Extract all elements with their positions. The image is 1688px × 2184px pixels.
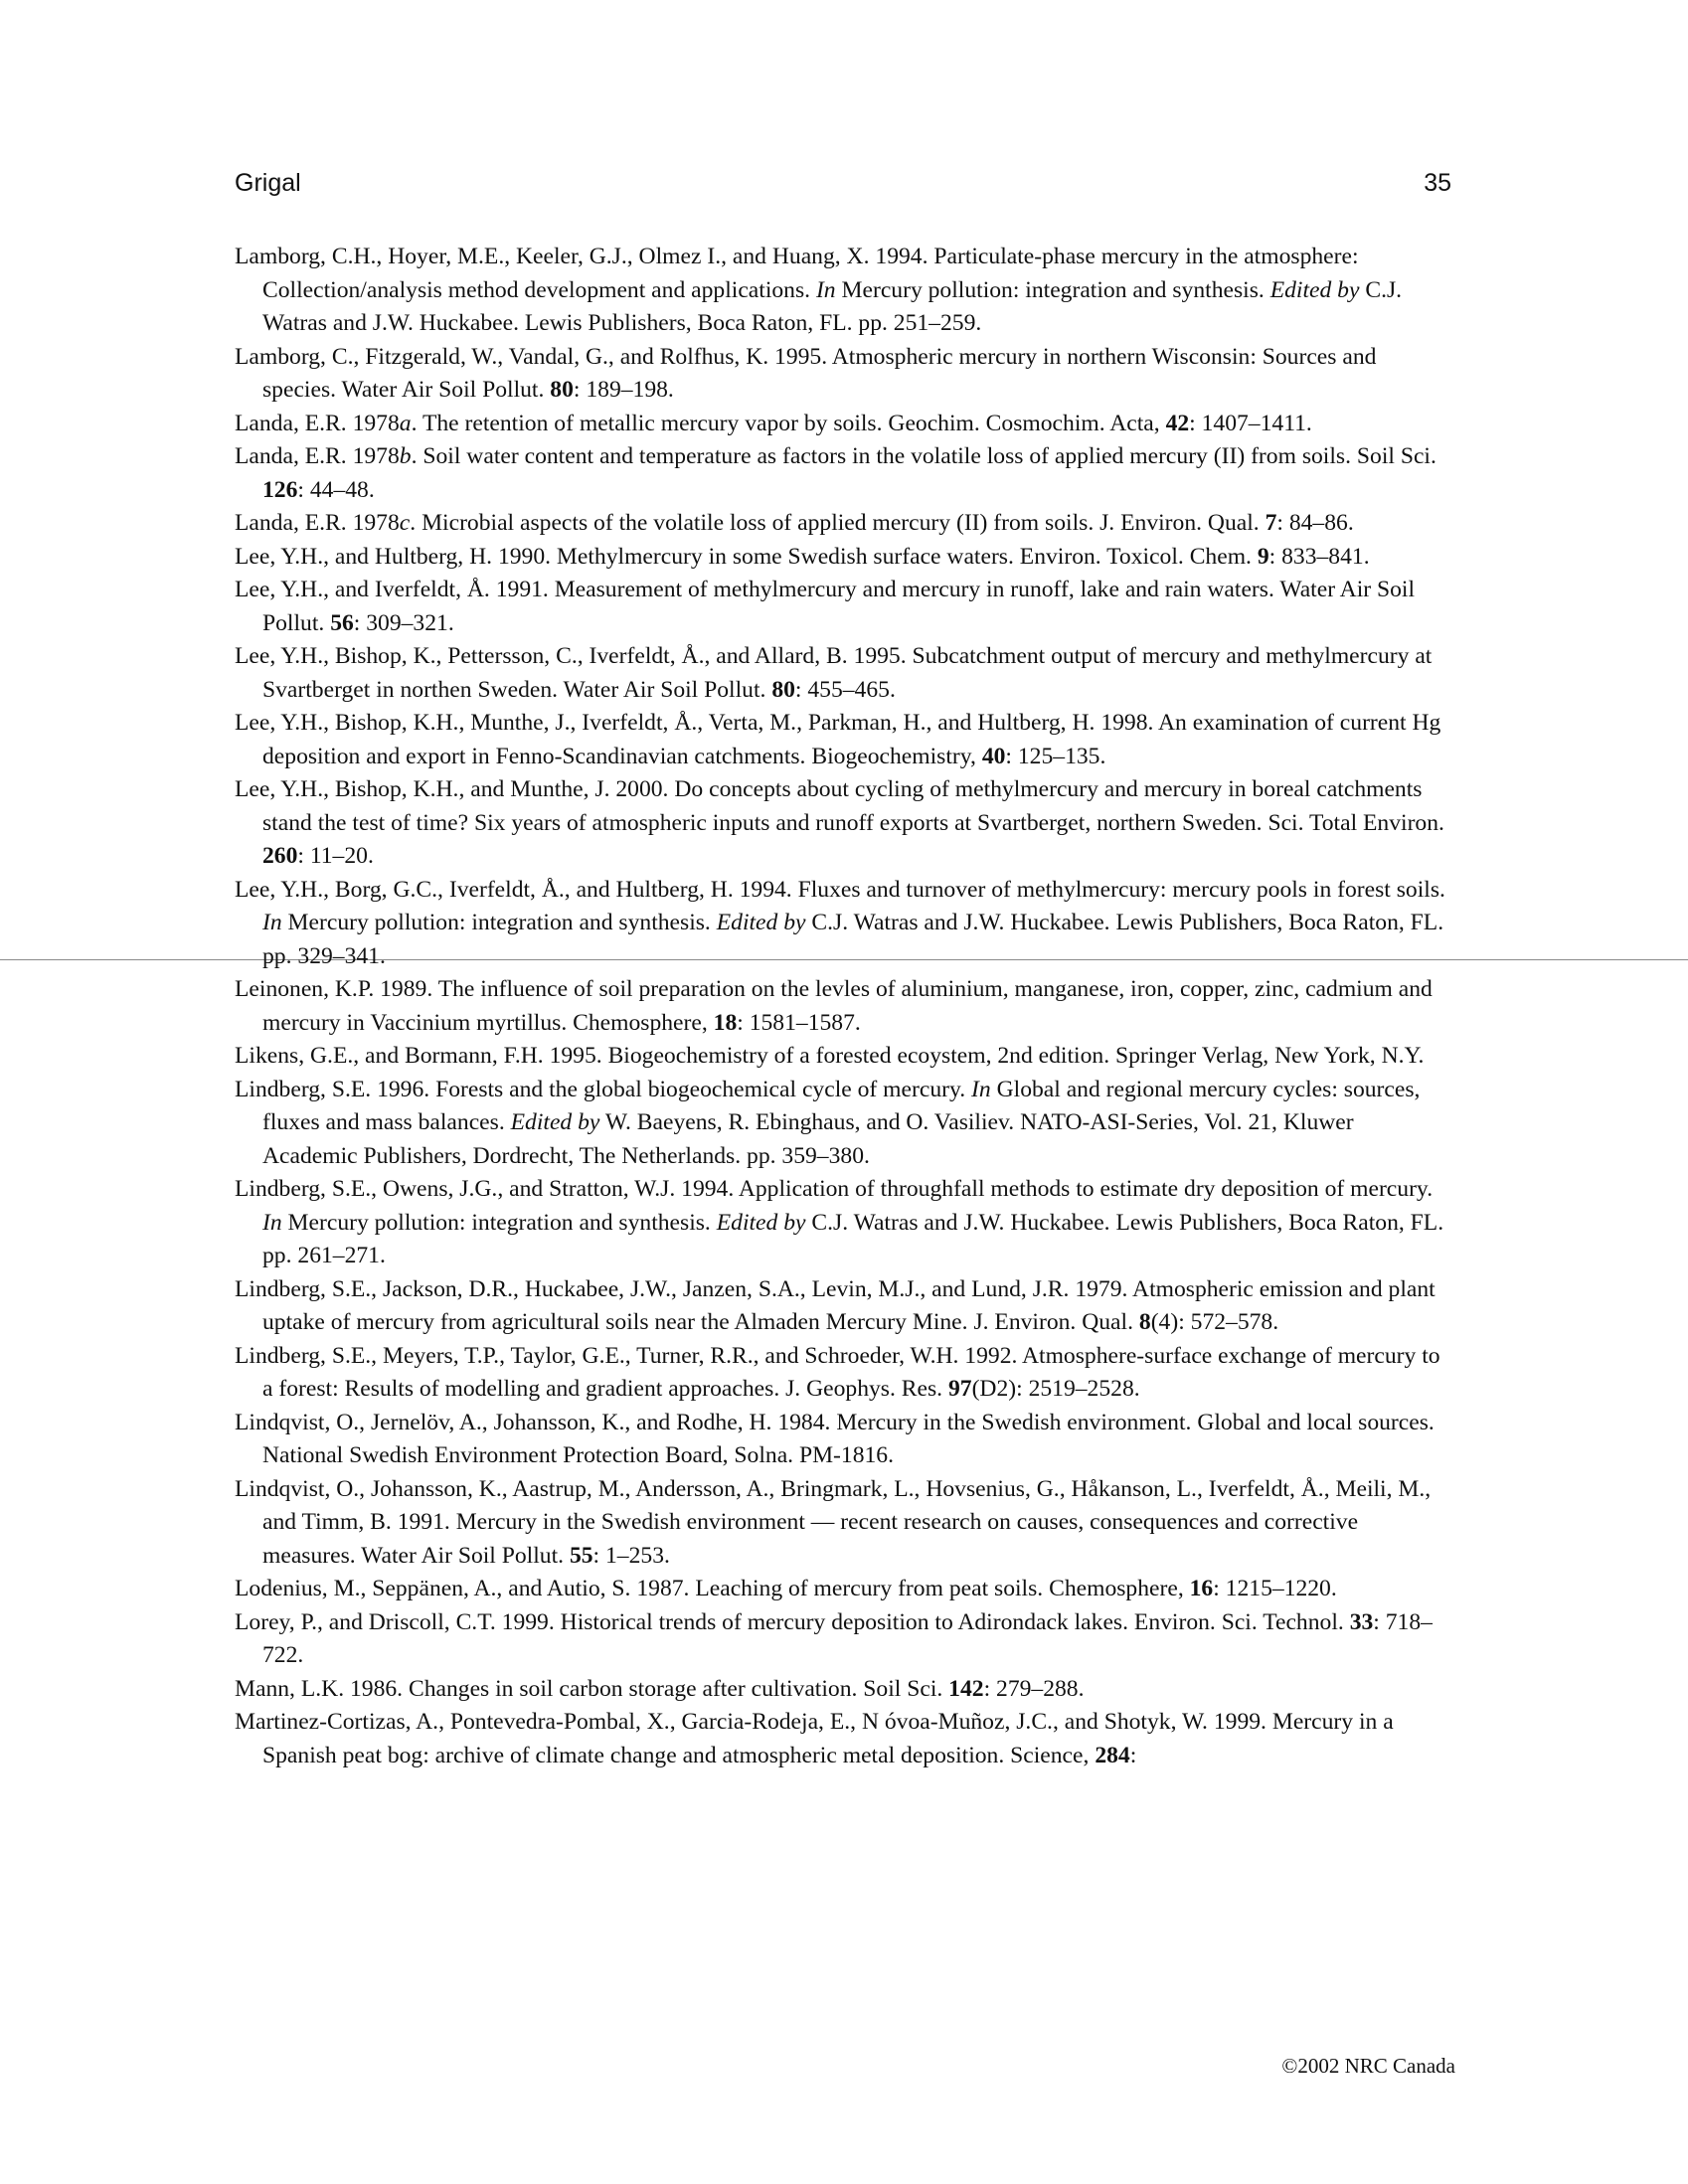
reference-text: : 189–198.	[573, 377, 674, 403]
reference-entry	[235, 541, 1452, 575]
reference-text: Lamborg, C.H., Hoyer, M.E., Keeler, G.J., Olmez I., and Huang, X. 1994. Particulate-phase mercury in the atmosphere: Collection/analysis method development and applications.	[235, 244, 1359, 303]
reference-text: Lee, Y.H., Borg, G.C., Iverfeldt, Å., and Hultberg, H. 1994. Fluxes and turnover of methylmercury: mercury pools in forest soils.	[235, 876, 1445, 903]
reference-entry	[235, 341, 1452, 408]
reference-text: . The retention of metallic mercury vapor by soils. Geochim. Cosmochim. Acta,	[411, 410, 1166, 436]
reference-volume: 40	[981, 743, 1006, 769]
reference-text: Lindqvist, O., Johansson, K., Aastrup, M., Andersson, A., Bringmark, L., Hovsenius, G., Håkanson, L., Iverfeldt, Å., Meili, M., and Timm, B. 1991. Mercury in the Swedish environment — recent research on causes, consequences and corrective measures. Water Air Soil Pollut.	[235, 1475, 1432, 1569]
reference-italic-text: In	[262, 910, 282, 935]
reference-italic-text: b	[399, 443, 412, 469]
reference-list	[235, 241, 1452, 1772]
reference-text: : 44–48.	[297, 476, 375, 503]
reference-entry	[235, 1706, 1452, 1772]
reference-volume: 80	[771, 676, 795, 703]
reference-text: Martinez-Cortizas, A., Pontevedra-Pombal, X., Garcia-Rodeja, E., N óvoa-Muñoz, J.C., and Shotyk, W. 1999. Mercury in a Spanish peat bog: archive of climate change and atmospheric metal deposition. Science,	[235, 1709, 1394, 1768]
reference-text: : 833–841.	[1268, 543, 1370, 570]
reference-volume: 16	[1189, 1576, 1214, 1601]
reference-text: Lorey, P., and Driscoll, C.T. 1999. Historical trends of mercury deposition to Adirondack lakes. Environ. Sci. Technol.	[235, 1608, 1350, 1635]
reference-text: : 1581–1587.	[737, 1009, 861, 1036]
reference-text: : 1407–1411.	[1189, 410, 1312, 436]
reference-text: Landa, E.R. 1978	[235, 443, 400, 469]
reference-text: : 279–288.	[983, 1675, 1085, 1702]
reference-text: Lindberg, S.E., Meyers, T.P., Taylor, G.E., Turner, R.R., and Schroeder, W.H. 1992. Atmosphere-surface exchange of mercury to a forest: Results of modelling and gradient approaches. J. Geophys. Res.	[235, 1342, 1440, 1402]
reference-italic-text: In	[815, 276, 836, 303]
reference-entry	[235, 1473, 1452, 1574]
reference-italic-text: c	[399, 510, 411, 536]
reference-entry	[235, 1040, 1452, 1074]
reference-text: C.J. Watras and J.W. Huckabee. Lewis Publishers, Boca Raton, FL. pp. 251–259.	[262, 276, 1403, 336]
reference-entry	[235, 1407, 1452, 1473]
reference-italic-text: Edited by	[510, 1109, 600, 1135]
reference-entry	[235, 440, 1452, 507]
reference-italic-text: Edited by	[716, 910, 806, 935]
reference-volume: 126	[262, 476, 298, 503]
reference-text: C.J. Watras and J.W. Huckabee. Lewis Publishers, Boca Raton, FL. pp. 329–341.	[262, 910, 1444, 969]
reference-entry	[235, 1606, 1452, 1673]
reference-text: Lindberg, S.E. 1996. Forests and the global biogeochemical cycle of mercury.	[235, 1076, 972, 1102]
reference-text: Landa, E.R. 1978	[235, 410, 400, 436]
reference-entry	[235, 1074, 1452, 1174]
reference-text: Mercury pollution: integration and synthesis.	[281, 910, 717, 935]
copyright-footer: ©2002 NRC Canada	[1281, 2054, 1455, 2078]
reference-volume: 260	[262, 843, 298, 869]
page-number: 35	[1424, 169, 1451, 197]
reference-italic-text: Edited by	[716, 1209, 806, 1236]
reference-text: (4): 572–578.	[1150, 1309, 1279, 1335]
reference-text: . Soil water content and temperature as factors in the volatile loss of applied mercury (II) from soils. Soil Sci.	[411, 443, 1436, 469]
reference-entry	[235, 1573, 1452, 1606]
reference-text: : 718–722.	[262, 1608, 1433, 1668]
reference-text: Lodenius, M., Seppänen, A., and Autio, S. 1987. Leaching of mercury from peat soils. Chemosphere,	[235, 1576, 1190, 1601]
reference-text: : 1215–1220.	[1213, 1576, 1337, 1601]
reference-text: :	[1129, 1742, 1137, 1768]
reference-volume: 8	[1138, 1309, 1151, 1335]
reference-text: : 1–253.	[592, 1542, 670, 1569]
reference-text: Mann, L.K. 1986. Changes in soil carbon storage after cultivation. Soil Sci.	[235, 1675, 949, 1702]
reference-volume: 284	[1095, 1742, 1130, 1768]
reference-volume: 42	[1165, 410, 1190, 436]
reference-text: : 84–86.	[1276, 510, 1354, 536]
reference-text: Lamborg, C., Fitzgerald, W., Vandal, G., and Rolfhus, K. 1995. Atmospheric mercury in northern Wisconsin: Sources and species. Water Air Soil Pollut.	[235, 343, 1377, 403]
reference-volume: 80	[550, 377, 574, 403]
reference-entry	[235, 241, 1452, 341]
reference-entry	[235, 1273, 1452, 1340]
reference-text: : 11–20.	[297, 843, 374, 869]
reference-volume: 56	[330, 609, 354, 636]
reference-entry	[235, 773, 1452, 874]
reference-text: : 125–135.	[1005, 743, 1106, 769]
reference-text: (D2): 2519–2528.	[971, 1376, 1140, 1402]
reference-entry	[235, 973, 1452, 1040]
reference-entry	[235, 1340, 1452, 1407]
reference-text: Lee, Y.H., and Iverfeldt, Å. 1991. Measurement of methylmercury and mercury in runoff, lake and rain waters. Water Air Soil Pollut.	[235, 577, 1416, 636]
reference-text: Lindberg, S.E., Jackson, D.R., Huckabee, J.W., Janzen, S.A., Levin, M.J., and Lund, J.R. 1979. Atmospheric emission and plant uptake of mercury from agricultural soils near the Almaden Mercury Mine. J. Environ. Qual.	[235, 1275, 1435, 1335]
reference-text: Landa, E.R. 1978	[235, 510, 400, 536]
reference-text: : 309–321.	[353, 609, 454, 636]
reference-entry	[235, 640, 1452, 707]
reference-text: Lindberg, S.E., Owens, J.G., and Stratton, W.J. 1994. Application of throughfall methods to estimate dry deposition of mercury.	[235, 1176, 1434, 1202]
reference-entry	[235, 1173, 1452, 1273]
reference-volume: 142	[948, 1675, 984, 1702]
reference-text: Mercury pollution: integration and synthesis.	[835, 276, 1270, 303]
reference-text: Lee, Y.H., Bishop, K., Pettersson, C., Iverfeldt, Å., and Allard, B. 1995. Subcatchment output of mercury and methylmercury at Svartberget in northen Sweden. Water Air Soil Pollut.	[235, 643, 1433, 703]
reference-text: Leinonen, K.P. 1989. The influence of soil preparation on the levles of aluminium, manganese, iron, copper, zinc, cadmium and mercury in Vaccinium myrtillus. Chemosphere,	[235, 976, 1433, 1036]
reference-entry	[235, 574, 1452, 640]
running-head-author: Grigal	[235, 169, 301, 197]
reference-entry	[235, 707, 1452, 773]
reference-text: Global and regional mercury cycles: sources, fluxes and mass balances.	[262, 1076, 1421, 1135]
reference-text: Mercury pollution: integration and synthesis.	[281, 1209, 717, 1236]
reference-entry	[235, 408, 1452, 441]
reference-text: : 455–465.	[794, 676, 896, 703]
reference-volume: 9	[1257, 543, 1269, 570]
reference-text: . Microbial aspects of the volatile loss of applied mercury (II) from soils. J. Environ. Qual.	[410, 510, 1266, 536]
reference-text: Lee, Y.H., and Hultberg, H. 1990. Methylmercury in some Swedish surface waters. Environ. Toxicol. Chem.	[235, 543, 1258, 570]
reference-text: Lee, Y.H., Bishop, K.H., and Munthe, J. 2000. Do concepts about cycling of methylmercury and mercury in boreal catchments stand the test of time? Six years of atmospheric inputs and runoff exports at Svartberget, northern Sweden. Sci. Total Environ.	[235, 776, 1444, 836]
reference-italic-text: In	[262, 1209, 282, 1236]
reference-entry	[235, 1673, 1452, 1707]
reference-text: Lindqvist, O., Jernelöv, A., Johansson, K., and Rodhe, H. 1984. Mercury in the Swedish environment. Global and local sources. National Swedish Environment Protection Board, Solna. PM-1816.	[235, 1409, 1435, 1468]
reference-volume: 7	[1265, 510, 1277, 536]
reference-volume: 55	[569, 1542, 593, 1569]
reference-text: Likens, G.E., and Bormann, F.H. 1995. Biogeochemistry of a forested ecoystem, 2nd edition. Springer Verlag, New York, N.Y.	[235, 1043, 1425, 1069]
reference-entry	[235, 874, 1452, 974]
reference-text: W. Baeyens, R. Ebinghaus, and O. Vasiliev. NATO-ASI-Series, Vol. 21, Kluwer Academic Publishers, Dordrecht, The Netherlands. pp. 359–380.	[262, 1109, 1354, 1169]
reference-volume: 33	[1349, 1608, 1374, 1635]
running-header	[235, 169, 1451, 209]
reference-italic-text: a	[399, 410, 412, 436]
reference-italic-text: Edited by	[1269, 276, 1360, 303]
reference-volume: 18	[713, 1009, 738, 1036]
reference-entry	[235, 507, 1452, 541]
reference-volume: 97	[947, 1376, 972, 1402]
reference-italic-text: In	[971, 1076, 991, 1102]
reference-text: Lee, Y.H., Bishop, K.H., Munthe, J., Iverfeldt, Å., Verta, M., Parkman, H., and Hultberg, H. 1998. An examination of current Hg deposition and export in Fenno-Scandinavian catchments. Biogeochemistry,	[235, 710, 1441, 769]
reference-text: C.J. Watras and J.W. Huckabee. Lewis Publishers, Boca Raton, FL. pp. 261–271.	[262, 1209, 1444, 1268]
